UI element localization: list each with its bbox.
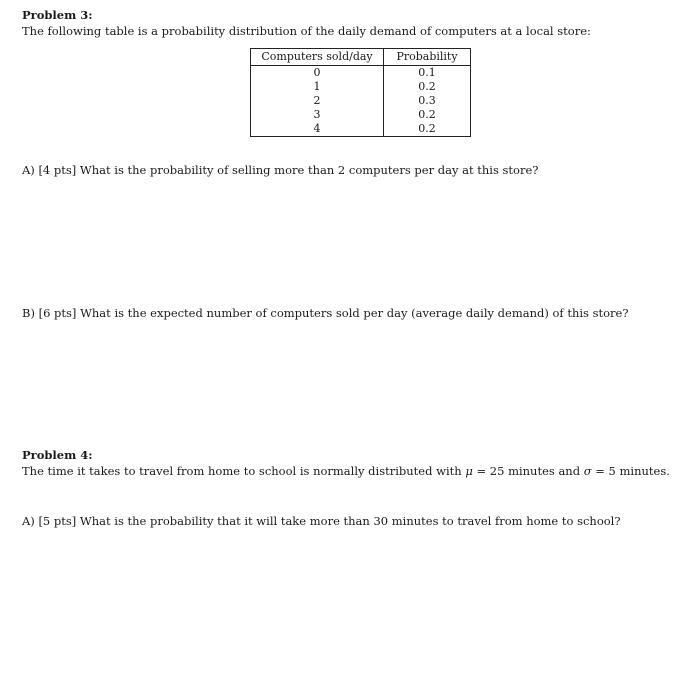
table-cell: 0.1 (384, 66, 471, 81)
problem-4-intro (22, 464, 670, 478)
table-cell: 0 (251, 66, 384, 81)
problem-3-heading: Problem 3: (22, 8, 93, 22)
table-cell: 0.2 (384, 108, 471, 122)
table-row (251, 108, 471, 122)
table-header-row (251, 49, 471, 66)
table-cell: 0.2 (384, 122, 471, 137)
table-cell: 0.3 (384, 94, 471, 108)
table-cell: 1 (251, 80, 384, 94)
probability-distribution-table (250, 48, 471, 137)
table-row (251, 94, 471, 108)
problem-4-heading: Problem 4: (22, 448, 93, 462)
table-row (251, 80, 471, 94)
problem-4-intro-text: The time it takes to travel from home to school is normally distributed with (22, 464, 466, 478)
problem-3-intro: The following table is a probability distribution of the daily demand of computers at a local store: (22, 24, 591, 38)
table-row (251, 66, 471, 81)
mu-value-text: = 25 minutes and (472, 464, 584, 478)
table-row (251, 122, 471, 137)
table-cell: 2 (251, 94, 384, 108)
problem-3-question-b: B) [6 pts] What is the expected number of computers sold per day (average daily demand) of this store? (22, 306, 629, 320)
sigma-symbol: σ (583, 464, 592, 478)
table-cell: 4 (251, 122, 384, 137)
column-header-probability: Probability (384, 49, 471, 66)
table-cell: 3 (251, 108, 384, 122)
problem-3-question-a: A) [4 pts] What is the probability of selling more than 2 computers per day at this store? (22, 163, 539, 177)
column-header-computers-sold: Computers sold/day (251, 49, 384, 66)
problem-4-question-a: A) [5 pts] What is the probability that it will take more than 30 minutes to travel from home to school? (22, 514, 621, 528)
sigma-value-text: = 5 minutes. (591, 464, 670, 478)
table-cell: 0.2 (384, 80, 471, 94)
mu-symbol: μ (465, 464, 473, 478)
